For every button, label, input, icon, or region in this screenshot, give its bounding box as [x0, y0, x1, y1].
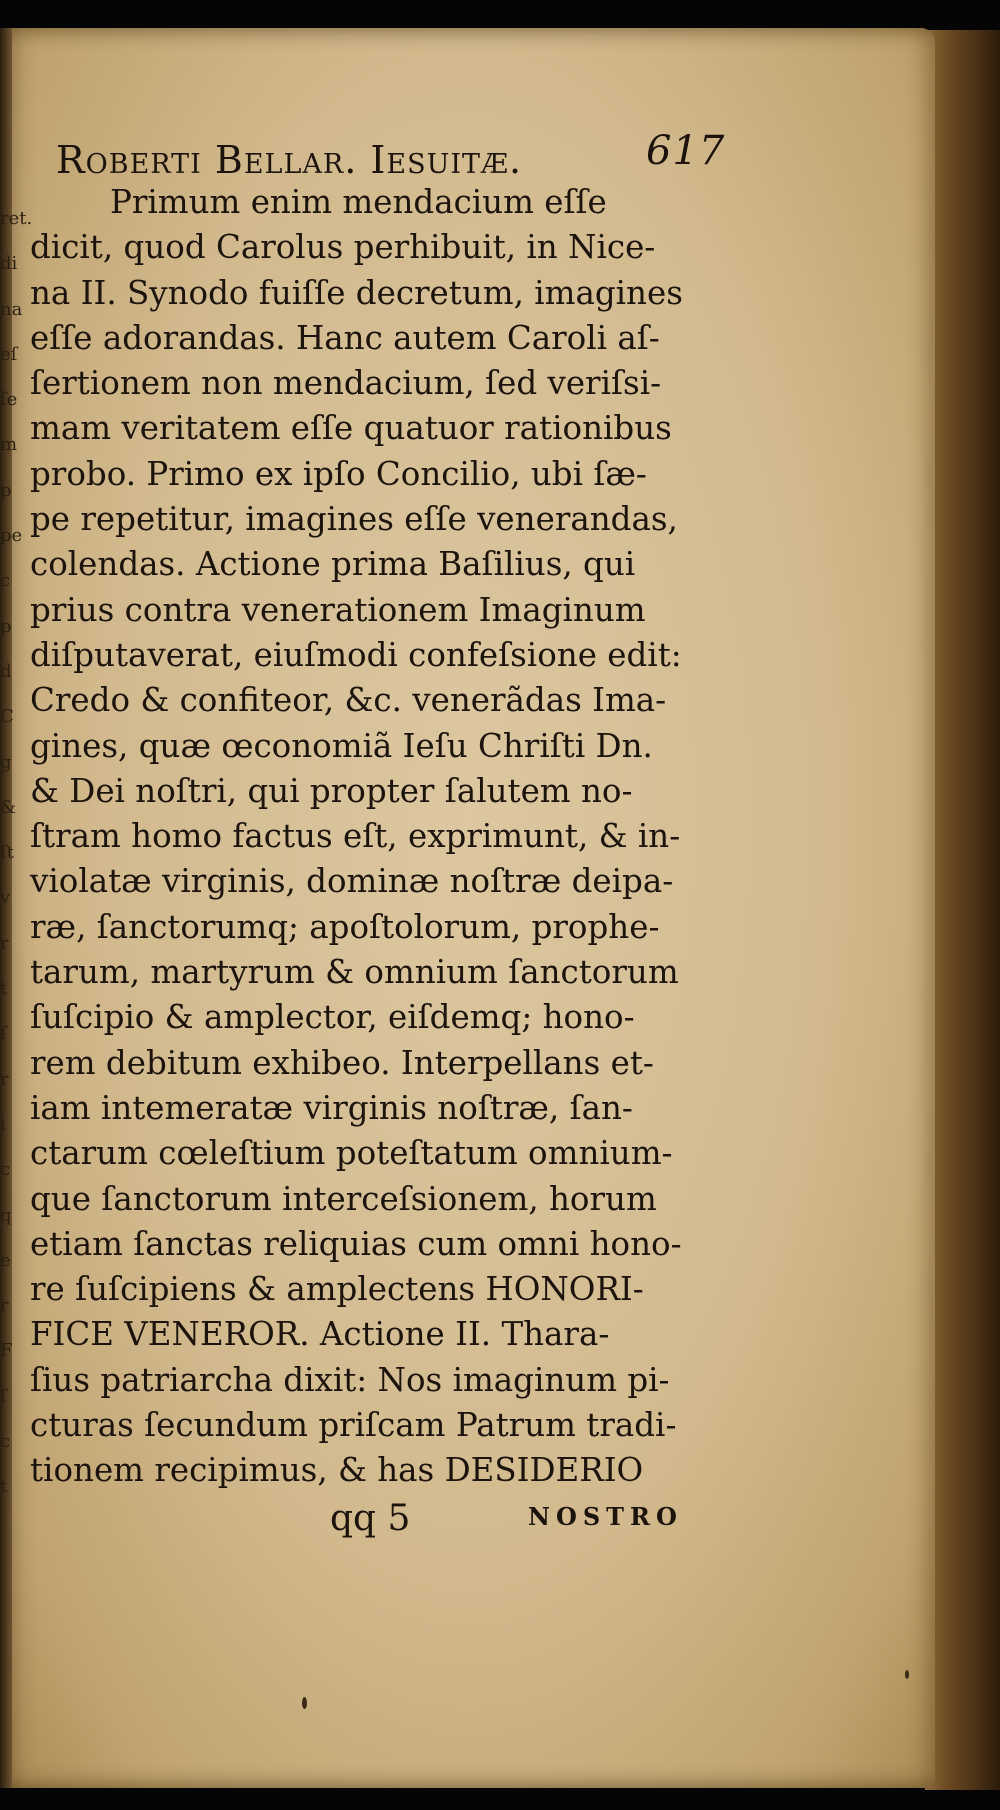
text-line: ctarum cœleſtium poteſtatum omnium-	[30, 1134, 673, 1173]
text-line: FICE VENEROR. Actione II. Thara-	[30, 1315, 610, 1354]
margin-fragment: ſt	[0, 842, 14, 864]
margin-fragment: ret.	[0, 208, 33, 229]
margin-fragment: q	[0, 1204, 12, 1226]
text-line: mam veritatem eſſe quatuor rationibus	[30, 409, 672, 448]
text-line: diſputaverat, eiuſmodi confeſsione edit:	[30, 635, 682, 674]
ink-speck	[905, 1670, 909, 1679]
margin-fragment: p	[0, 479, 12, 501]
text-line: ſertionem non mendacium, ſed veriſsi-	[30, 364, 662, 403]
text-line: Credo & confiteor, &c. venerãdas Ima-	[30, 681, 667, 720]
margin-fragment: na	[0, 298, 23, 320]
margin-fragment: ſ	[0, 1023, 7, 1045]
text-line: etiam ſanctas reliquias cum omni hono-	[30, 1224, 682, 1263]
margin-fragment: ſ	[0, 1385, 7, 1407]
margin-fragment: &	[0, 796, 17, 818]
text-line: Primum enim mendacium eſſe	[110, 183, 607, 221]
text-line: ſtram homo factus eſt, exprimunt, & in-	[30, 817, 681, 856]
margin-fragment: eſ	[0, 343, 18, 365]
margin-fragment: e	[0, 1249, 11, 1271]
margin-fragment: pe	[0, 525, 23, 547]
text-line: pe repetitur, imagines eſſe venerandas,	[30, 500, 678, 539]
text-line: ſuſcipio & amplector, eiſdemq; hono-	[30, 998, 635, 1037]
ink-speck	[302, 1697, 307, 1709]
margin-fragment: r	[0, 1068, 9, 1090]
margin-fragment: di	[0, 253, 18, 275]
text-line: gines, quæ œconomiã Ieſu Chriſti Dn.	[30, 726, 653, 765]
text-line: rem debitum exhibeo. Interpellans et-	[30, 1043, 654, 1082]
text-line: ræ, ſanctorumq; apoſtolorum, prophe-	[30, 907, 660, 946]
text-line: & Dei noſtri, qui propter ſalutem no-	[30, 771, 633, 810]
left-margin-fragments	[0, 196, 33, 1510]
text-line: prius contra venerationem Imaginum	[30, 590, 646, 629]
margin-fragment: r	[0, 932, 9, 954]
margin-fragment: i	[0, 1113, 6, 1135]
text-line: tarum, martyrum & omnium ſanctorum	[30, 953, 679, 992]
text-line: eſſe adorandas. Hanc autem Caroli aſ-	[30, 318, 660, 357]
margin-fragment: v	[0, 887, 11, 909]
margin-fragment: c	[0, 1159, 11, 1181]
body-text	[30, 180, 720, 1494]
text-line: probo. Primo ex ipſo Concilio, ubi ſæ-	[30, 454, 647, 493]
text-line: ſius patriarcha dixit: Nos imaginum pi-	[30, 1360, 670, 1399]
page-number: 617	[646, 128, 726, 174]
margin-fragment: C	[0, 706, 14, 728]
text-line: colendas. Actione prima Baſilius, qui	[30, 545, 636, 584]
text-line: que ſanctorum interceſsionem, horum	[30, 1179, 657, 1218]
page-header	[56, 128, 726, 188]
signature-mark: qq 5	[330, 1498, 411, 1539]
margin-fragment: p	[0, 615, 12, 637]
margin-fragment: d	[0, 660, 12, 682]
text-line: na II. Synodo fuiſſe decretum, imagines	[30, 273, 683, 312]
text-line: dicit, quod Carolus perhibuit, in Nice-	[30, 228, 656, 267]
text-line: violatæ virginis, dominæ noſtræ deipa-	[30, 862, 674, 901]
text-line: iam intemeratæ virginis noſtræ, ſan-	[30, 1088, 633, 1127]
text-line: tionem recipimus, & has DESIDERIO	[30, 1451, 644, 1490]
margin-fragment: t	[0, 1476, 8, 1498]
margin-fragment: c	[0, 570, 11, 592]
margin-fragment: m	[0, 434, 18, 456]
catchword: NOSTRO	[528, 1502, 683, 1531]
margin-fragment: r	[0, 1295, 9, 1317]
running-head: Roberti Bellar. Iesuitæ.	[56, 138, 523, 182]
book-spine-edge	[925, 30, 1000, 1790]
margin-fragment: t	[0, 978, 8, 1000]
margin-fragment: g	[0, 751, 12, 773]
text-line: cturas ſecundum priſcam Patrum tradi-	[30, 1406, 677, 1445]
margin-fragment: F	[0, 1340, 13, 1362]
text-line: re ſuſcipiens & amplectens HONORI-	[30, 1270, 644, 1309]
margin-fragment: c	[0, 1431, 11, 1453]
margin-fragment: ſe	[0, 389, 18, 411]
